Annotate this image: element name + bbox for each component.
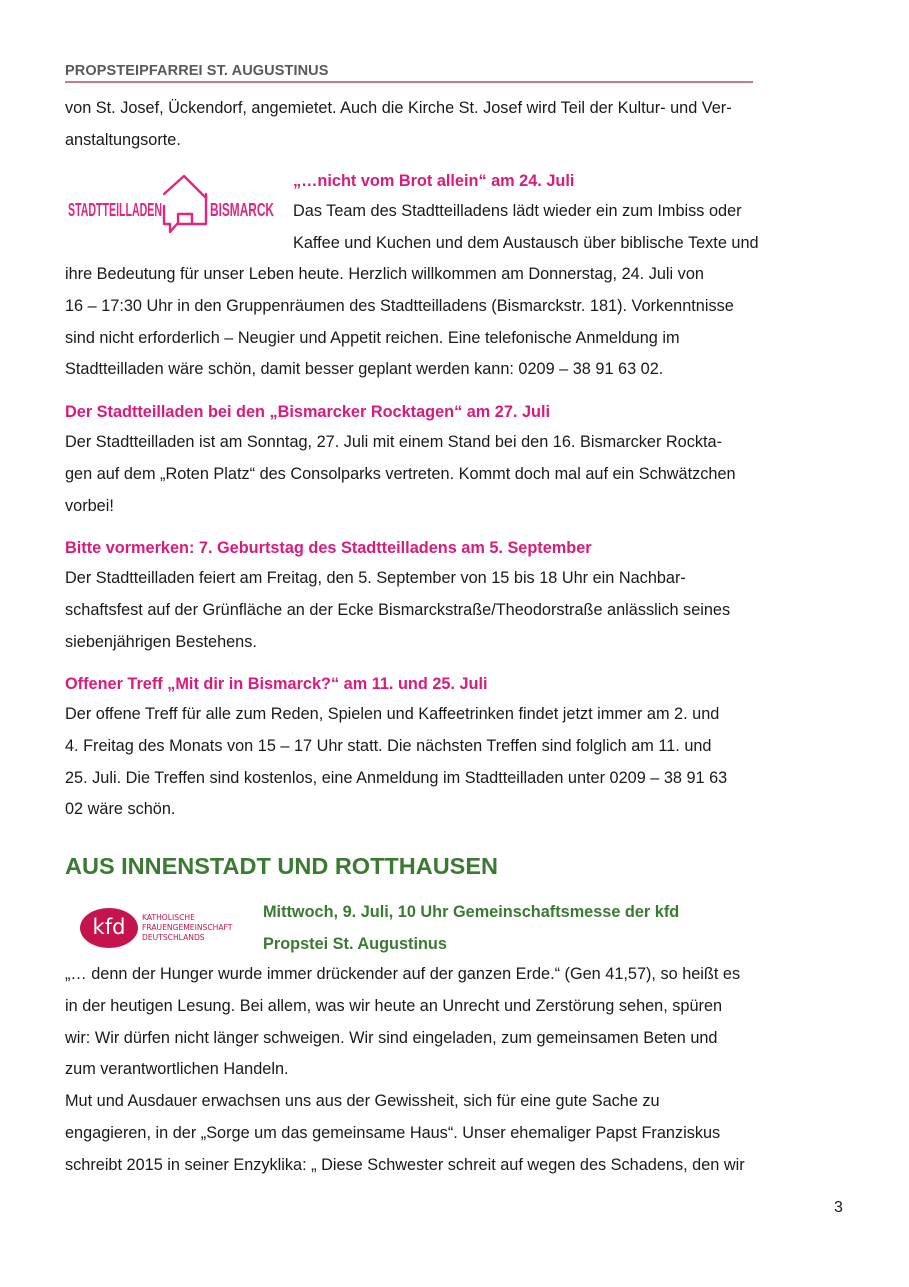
article-paragraph	[65, 259, 850, 386]
text-line: Der Stadtteilladen ist am Sonntag, 27. Juli mit einem Stand bei den 16. Bismarcker Rockta-	[65, 433, 722, 451]
stadtteilladen-bismarck-logo	[66, 172, 278, 234]
event-location: Propstei St. Augustinus	[263, 935, 447, 953]
kfd-mark-text: kfd	[92, 915, 126, 939]
text-line: 4. Freitag des Monats von 15 – 17 Uhr statt. Die nächsten Treffen sind folglich am 11. und	[65, 736, 712, 755]
text-line: in der heutigen Lesung. Bei allem, was wir heute an Unrecht und Zerstörung sehen, spüren	[65, 996, 723, 1015]
text-line: Der Stadtteilladen feiert am Freitag, den 5. September von 15 bis 18 Uhr ein Nachbar-	[65, 569, 686, 587]
logo-text-left: STADTTEILLADEN	[68, 199, 162, 220]
kfd-logo-line: KATHOLISCHE	[142, 913, 195, 922]
kfd-logo	[80, 906, 250, 950]
page-number: 3	[834, 1199, 843, 1216]
text-line: anstaltungsorte.	[65, 130, 181, 149]
event-heading: Mittwoch, 9. Juli, 10 Uhr Gemeinschaftsmesse der kfd	[263, 903, 680, 921]
text-line: Mut und Ausdauer erwachsen uns aus der Gewissheit, sich für eine gute Sache zu	[65, 1092, 660, 1111]
article-paragraph	[293, 196, 853, 260]
text-line: 02 wäre schön.	[65, 800, 176, 819]
text-line: Das Team des Stadtteilladens lädt wieder ein zum Imbiss oder	[293, 202, 742, 220]
running-header: PROPSTEIPFARREI ST. AUGUSTINUS	[65, 62, 753, 83]
text-line: schreibt 2015 in seiner Enzyklika: „ Diese Schwester schreit auf wegen des Schadens, den wir	[65, 1155, 745, 1174]
text-line: siebenjährigen Bestehens.	[65, 632, 257, 651]
article-heading: Der Stadtteilladen bei den „Bismarcker Rocktagen“ am 27. Juli	[65, 403, 550, 421]
kfd-oval-mark	[80, 908, 138, 948]
text-line: Kaffee und Kuchen und dem Austausch über biblische Texte und	[293, 233, 759, 252]
text-line: wir: Wir dürfen nicht länger schweigen. Wir sind eingeladen, zum gemeinsamen Beten und	[65, 1028, 718, 1047]
kfd-logo-line: DEUTSCHLANDS	[142, 933, 205, 942]
article-paragraph	[65, 563, 850, 658]
text-line: Stadtteilladen wäre schön, damit besser geplant werden kann: 0209 – 38 91 63 02.	[65, 360, 664, 379]
intro-paragraph	[65, 93, 850, 157]
text-line: Der offene Treff für alle zum Reden, Spielen und Kaffeetrinken findet jetzt immer am 2. und	[65, 705, 720, 723]
article-paragraph	[65, 427, 850, 522]
text-line: ihre Bedeutung für unser Leben heute. Herzlich willkommen am Donnerstag, 24. Juli von	[65, 265, 704, 283]
text-line: schaftsfest auf der Grünfläche an der Ecke Bismarckstraße/Theodorstraße anlässlich seines	[65, 600, 731, 619]
text-line: gen auf dem „Roten Platz“ des Consolparks vertreten. Kommt doch mal auf ein Schwätzchen	[65, 464, 736, 483]
section-title: AUS INNENSTADT UND ROTTHAUSEN	[65, 853, 499, 879]
text-line: von St. Josef, Ückendorf, angemietet. Auch die Kirche St. Josef wird Teil der Kultur- und Ver-	[65, 99, 732, 117]
article-heading: „…nicht vom Brot allein“ am 24. Juli	[293, 172, 575, 190]
text-line: sind nicht erforderlich – Neugier und Appetit reichen. Eine telefonische Anmeldung im	[65, 328, 680, 347]
text-line: 25. Juli. Die Treffen sind kostenlos, eine Anmeldung im Stadtteilladen unter 0209 – 38 91 63	[65, 768, 728, 787]
article-heading: Offener Treff „Mit dir in Bismarck?“ am 11. und 25. Juli	[65, 675, 488, 693]
kfd-logo-line: FRAUENGEMEINSCHAFT	[142, 923, 233, 932]
house-speech-bubble-icon	[164, 176, 206, 232]
text-line: vorbei!	[65, 496, 114, 515]
text-line: zum verantwortlichen Handeln.	[65, 1060, 289, 1079]
article-paragraph	[65, 699, 850, 826]
text-line: 16 – 17:30 Uhr in den Gruppenräumen des Stadtteilladens (Bismarckstr. 181). Vorkenntnisse	[65, 296, 734, 315]
text-line: engagieren, in der „Sorge um das gemeinsame Haus“. Unser ehemaliger Papst Franziskus	[65, 1123, 721, 1142]
kfd-logo-text	[142, 913, 232, 943]
event-paragraph	[65, 959, 850, 1182]
text-line: „… denn der Hunger wurde immer drückender auf der ganzen Erde.“ (Gen 41,57), so heißt es	[65, 965, 741, 983]
article-heading: Bitte vormerken: 7. Geburtstag des Stadtteilladens am 5. September	[65, 539, 592, 557]
logo-text-right: BISMARCK	[210, 199, 275, 220]
